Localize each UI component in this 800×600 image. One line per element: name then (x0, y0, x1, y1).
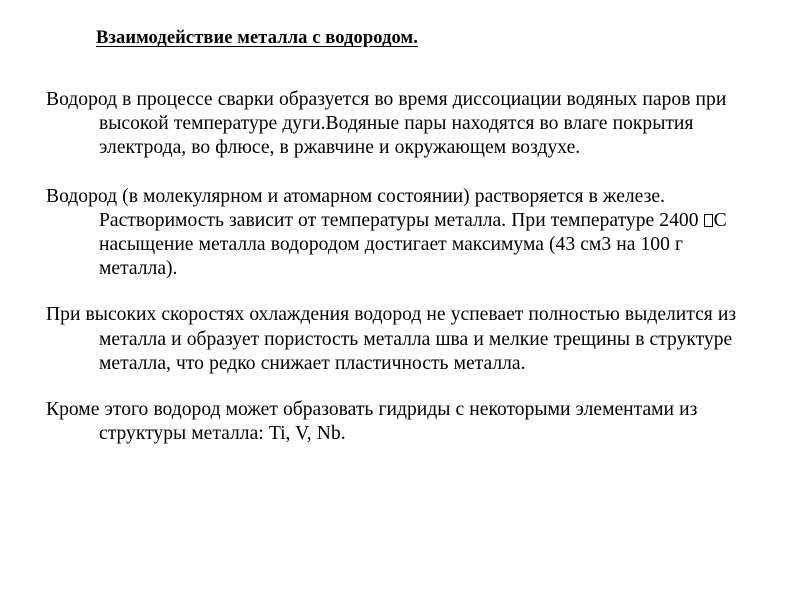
missing-glyph-box-icon (704, 214, 713, 227)
paragraph-2-text-after-glyph: С насыщение металла водородом достигает максимума (43 см3 на 100 г металла). (99, 209, 727, 280)
body-content (46, 88, 758, 446)
body-paragraph-3: При высоких скоростях охлаждения водород не успевает полностью выделится из металла и образует пористость металла шва и мелкие трещины в структуре металла, что редко снижает пластичность металла. (46, 304, 737, 374)
paragraph-2-text-before-glyph: Водород (в молекулярном и атомарном состоянии) растворяется в железе. Растворимость зависит от температуры металла. При температуре 2400 (46, 185, 704, 231)
body-paragraph-1: Водород в процессе сварки образуется во время диссоциации водяных паров при высокой температуре дуги.Водяные пары находятся во влаге покрытия электрода, во флюсе, в ржавчине и окружающем воздухе. (46, 89, 727, 159)
body-paragraph-2 (46, 185, 758, 282)
body-paragraph-4: Кроме этого водород может образовать гидриды с некоторыми элементами из структуры металла: Ti, V, Nb. (46, 399, 698, 445)
page-title: Взаимодействие металла с водородом. (96, 28, 418, 48)
title-block (48, 26, 752, 50)
